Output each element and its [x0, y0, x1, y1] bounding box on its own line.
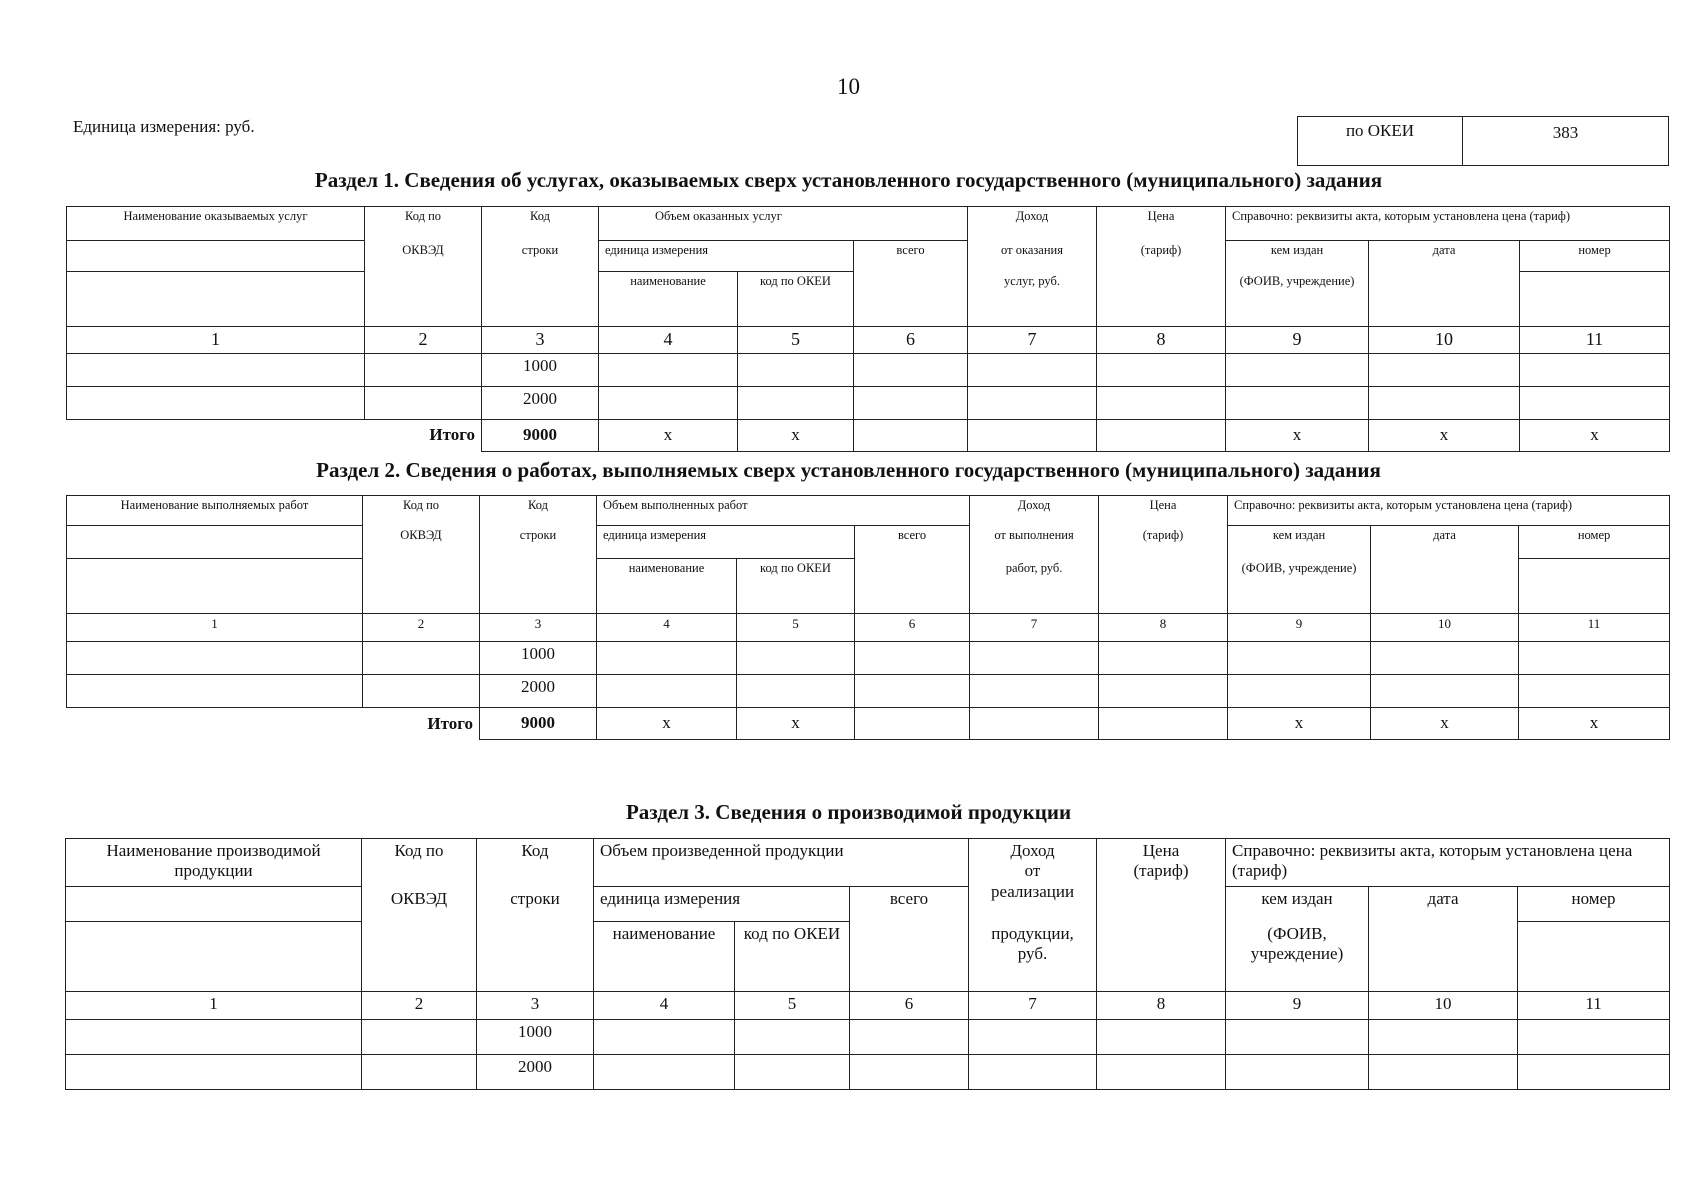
- header-income-top: [969, 839, 1097, 922]
- header-code-1: Код: [480, 496, 597, 526]
- header-price-blank: [1097, 272, 1226, 327]
- table-row: [66, 1055, 1670, 1090]
- header-total: всего: [854, 241, 968, 272]
- header-unit-code: код по ОКЕИ: [737, 559, 855, 614]
- section3-title: Раздел 3. Сведения о производимой продукции: [625, 800, 1072, 824]
- header-income-3: реализации: [990, 881, 1075, 901]
- x-mark: х: [1519, 708, 1670, 740]
- col-num: 5: [735, 992, 850, 1020]
- col-num: 3: [480, 614, 597, 642]
- header-okved-blank: [365, 272, 482, 327]
- section2-table: [66, 495, 1670, 740]
- header-unit-code: код по ОКЕИ: [735, 922, 850, 992]
- section1-title: Раздел 1. Сведения об услугах, оказываемых сверх установленного государственного (муниципального) задания: [314, 168, 1383, 192]
- header-date: дата: [1371, 526, 1519, 559]
- header-name: Наименование выполняемых работ: [67, 496, 363, 526]
- header-code-blank: [482, 272, 599, 327]
- header-price-1: Цена: [1097, 207, 1226, 241]
- total-label: Итого: [67, 419, 482, 451]
- header-price-1: Цена: [1142, 841, 1180, 860]
- header-unit-name: наименование: [599, 272, 738, 327]
- total-code: 9000: [480, 708, 597, 740]
- col-num: 8: [1099, 614, 1228, 642]
- header-okved-2: ОКВЭД: [362, 887, 477, 922]
- header-okved-2: ОКВЭД: [365, 241, 482, 272]
- header-name-blank-2: [66, 922, 362, 992]
- x-mark: х: [597, 708, 737, 740]
- x-mark: х: [1371, 708, 1519, 740]
- header-price-blank: [1099, 559, 1228, 614]
- x-mark: х: [599, 419, 738, 451]
- header-unit-name: наименование: [594, 922, 735, 992]
- header-volume: Объем оказанных услуг: [599, 207, 968, 241]
- header-okved-blank: [363, 559, 480, 614]
- row-code: 1000: [482, 353, 599, 386]
- header-okved-1: Код по: [363, 496, 480, 526]
- col-num: 11: [1519, 614, 1670, 642]
- header-code-blank: [477, 922, 594, 992]
- header-date: дата: [1369, 241, 1520, 272]
- col-num: 4: [599, 327, 738, 354]
- table-row: [67, 642, 1670, 675]
- header-unit: единица измерения: [597, 526, 855, 559]
- page-number: 10: [837, 74, 860, 99]
- header-income-2: от: [1024, 861, 1041, 881]
- col-num: 7: [970, 614, 1099, 642]
- x-mark: х: [737, 708, 855, 740]
- header-income-3: услуг, руб.: [968, 272, 1097, 327]
- x-mark: х: [1369, 419, 1520, 451]
- header-total: всего: [855, 526, 970, 559]
- row-code: 1000: [477, 1020, 594, 1055]
- col-num: 6: [854, 327, 968, 354]
- header-issuer-1: кем издан: [1226, 241, 1369, 272]
- header-unit: единица измерения: [599, 241, 854, 272]
- header-income-4: продукции, руб.: [969, 922, 1097, 992]
- col-num: 9: [1226, 992, 1369, 1020]
- section3-table: [65, 838, 1670, 1090]
- col-num: 5: [738, 327, 854, 354]
- header-number: номер: [1520, 241, 1670, 272]
- col-num: 2: [362, 992, 477, 1020]
- header-income-3: работ, руб.: [970, 559, 1099, 614]
- row-code: 1000: [480, 642, 597, 675]
- header-number-blank: [1519, 559, 1670, 614]
- header-name-blank-2: [67, 272, 365, 327]
- col-num: 10: [1369, 327, 1520, 354]
- header-code-1: Код: [477, 839, 594, 887]
- header-volume: Объем выполненных работ: [597, 496, 970, 526]
- header-date-blank: [1369, 272, 1520, 327]
- table-row: [66, 1020, 1670, 1055]
- unit-of-measure-label: Единица измерения: руб.: [73, 117, 255, 136]
- col-num: 8: [1097, 327, 1226, 354]
- okei-box: [1297, 116, 1669, 166]
- header-price-2: (тариф): [1133, 861, 1189, 881]
- total-row: [67, 708, 1670, 740]
- header-issuer-2: (ФОИВ, учреждение): [1226, 272, 1369, 327]
- header-unit: единица измерения: [594, 887, 850, 922]
- col-num: 8: [1097, 992, 1226, 1020]
- col-num: 10: [1371, 614, 1519, 642]
- x-mark: х: [738, 419, 854, 451]
- total-code: 9000: [482, 419, 599, 451]
- header-price: [1097, 839, 1226, 992]
- header-income-1: Доход: [970, 496, 1099, 526]
- col-num: 1: [66, 992, 362, 1020]
- section1-table: [66, 206, 1670, 452]
- header-name-blank: [67, 241, 365, 272]
- header-code-2: строки: [482, 241, 599, 272]
- col-num: 1: [67, 327, 365, 354]
- header-income-1: Доход: [1010, 841, 1055, 860]
- col-num: 2: [365, 327, 482, 354]
- col-num: 3: [482, 327, 599, 354]
- col-num: 11: [1520, 327, 1670, 354]
- header-unit-name: наименование: [597, 559, 737, 614]
- col-num: 6: [855, 614, 970, 642]
- table-row: [67, 353, 1670, 386]
- header-total-blank: [850, 922, 969, 992]
- header-okved-2: ОКВЭД: [363, 526, 480, 559]
- header-name: Наименование производимой продукции: [66, 839, 362, 887]
- table-row: [67, 386, 1670, 419]
- col-num: 5: [737, 614, 855, 642]
- header-unit-code: код по ОКЕИ: [738, 272, 854, 327]
- header-volume: Объем произведенной продукции: [594, 839, 969, 887]
- header-name: Наименование оказываемых услуг: [67, 207, 365, 241]
- col-num: 9: [1228, 614, 1371, 642]
- header-code-2: строки: [480, 526, 597, 559]
- col-num: 6: [850, 992, 969, 1020]
- col-num: 1: [67, 614, 363, 642]
- col-num: 9: [1226, 327, 1369, 354]
- header-total-blank: [855, 559, 970, 614]
- header-number: номер: [1519, 526, 1670, 559]
- section2-title: Раздел 2. Сведения о работах, выполняемых сверх установленного государственного (муниципального) задания: [316, 458, 1381, 482]
- header-date-blank: [1371, 559, 1519, 614]
- header-income-2: от оказания: [968, 241, 1097, 272]
- header-reference: Справочно: реквизиты акта, которым установлена цена (тариф): [1226, 207, 1670, 241]
- header-okved-1: Код по: [362, 839, 477, 887]
- header-income-1: Доход: [968, 207, 1097, 241]
- okei-label: по ОКЕИ: [1298, 117, 1463, 165]
- header-total-blank: [854, 272, 968, 327]
- header-reference: Справочно: реквизиты акта, которым установлена цена (тариф): [1226, 839, 1670, 887]
- header-name-blank: [66, 887, 362, 922]
- table-row: [67, 675, 1670, 708]
- col-num: 7: [968, 327, 1097, 354]
- x-mark: х: [1226, 419, 1369, 451]
- col-num: 3: [477, 992, 594, 1020]
- header-price-2: (тариф): [1097, 241, 1226, 272]
- header-number-blank: [1520, 272, 1670, 327]
- col-num: 10: [1369, 992, 1518, 1020]
- header-name-blank-2: [67, 559, 363, 614]
- header-issuer-2: (ФОИВ, учреждение): [1226, 922, 1369, 992]
- header-total: всего: [850, 887, 969, 922]
- header-code-blank: [480, 559, 597, 614]
- header-issuer-1: кем издан: [1226, 887, 1369, 922]
- header-date-blank: [1369, 922, 1518, 992]
- col-num: 7: [969, 992, 1097, 1020]
- col-num: 2: [363, 614, 480, 642]
- header-reference: Справочно: реквизиты акта, которым установлена цена (тариф): [1228, 496, 1670, 526]
- okei-code: 383: [1552, 123, 1579, 142]
- header-issuer-2: (ФОИВ, учреждение): [1228, 559, 1371, 614]
- header-price-1: Цена: [1099, 496, 1228, 526]
- x-mark: х: [1228, 708, 1371, 740]
- header-price-2: (тариф): [1099, 526, 1228, 559]
- header-name-blank: [67, 526, 363, 559]
- col-num: 4: [594, 992, 735, 1020]
- header-code-2: строки: [477, 887, 594, 922]
- header-date: дата: [1369, 887, 1518, 922]
- col-num: 4: [597, 614, 737, 642]
- total-label: Итого: [67, 708, 480, 740]
- header-code-1: Код: [482, 207, 599, 241]
- header-okved-1: Код по: [365, 207, 482, 241]
- header-number-blank: [1518, 922, 1670, 992]
- row-code: 2000: [482, 386, 599, 419]
- header-number: номер: [1518, 887, 1670, 922]
- col-num: 11: [1518, 992, 1670, 1020]
- row-code: 2000: [480, 675, 597, 708]
- header-income-2: от выполнения: [970, 526, 1099, 559]
- total-row: [67, 419, 1670, 451]
- x-mark: х: [1520, 419, 1670, 451]
- header-okved-blank: [362, 922, 477, 992]
- header-issuer-1: кем издан: [1228, 526, 1371, 559]
- row-code: 2000: [477, 1055, 594, 1090]
